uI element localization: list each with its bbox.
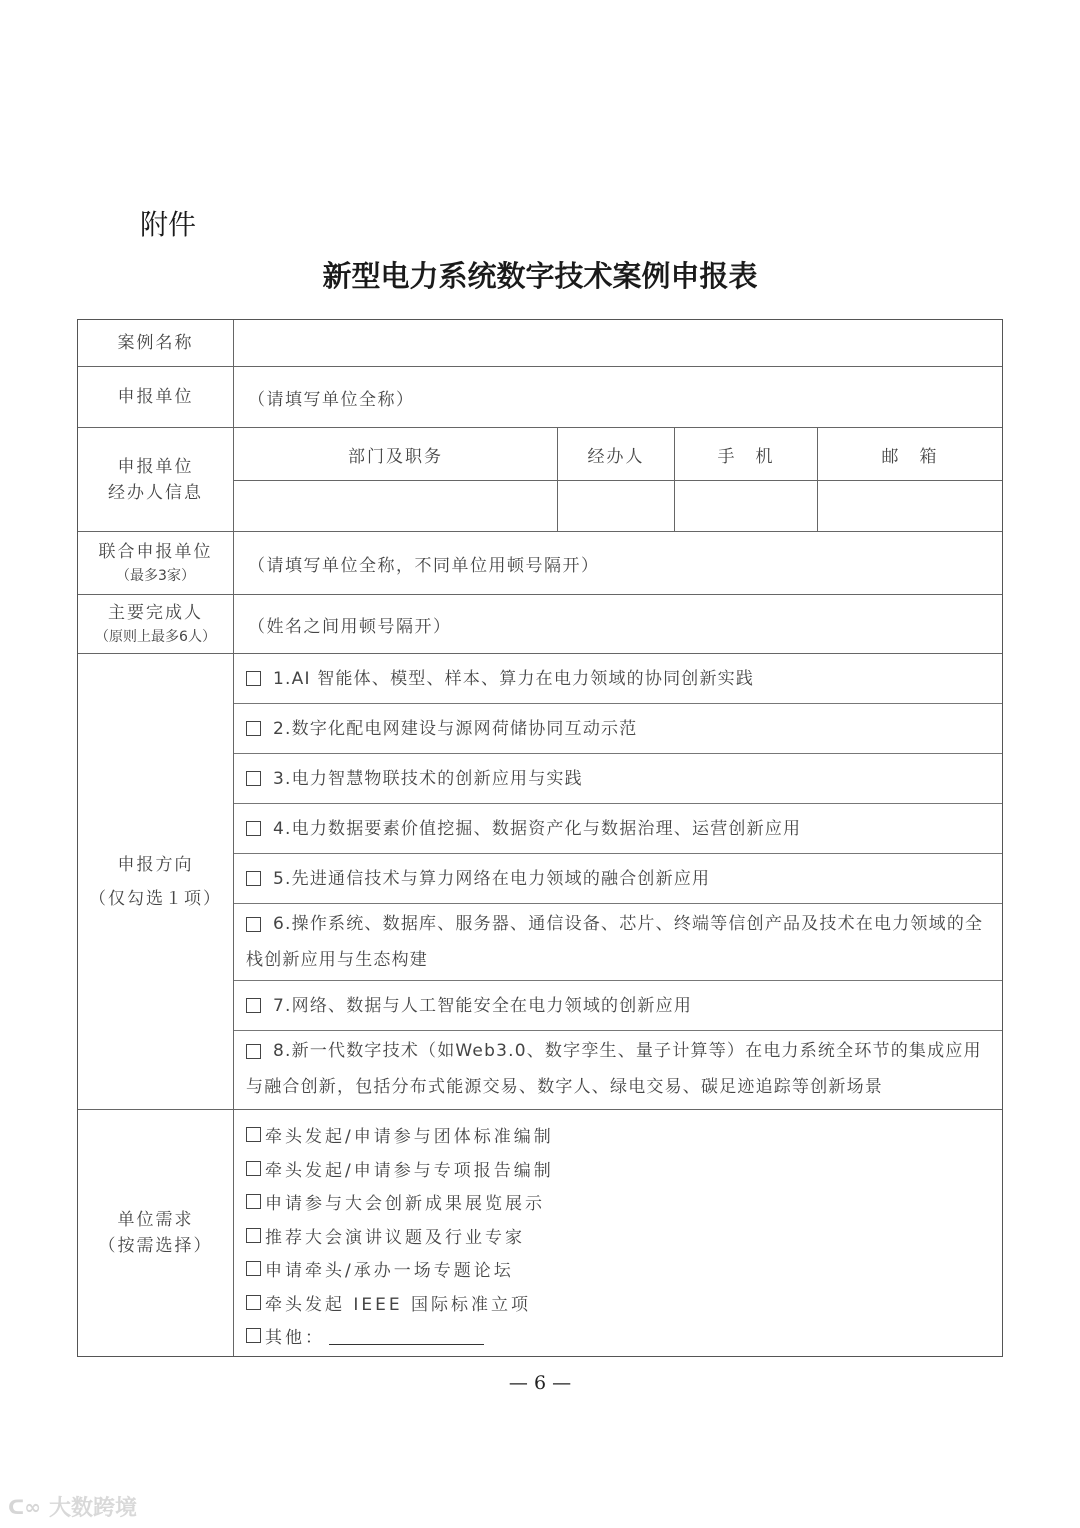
direction-sublabel: （仅勾选１项） xyxy=(89,888,222,909)
main-contributors-label-text: 主要完成人 xyxy=(108,603,203,623)
checkbox-icon[interactable] xyxy=(246,821,261,836)
direction-option-3[interactable] xyxy=(234,754,1002,804)
need-option-text: 申请参与大会创新成果展览展示 xyxy=(265,1194,545,1215)
applicant-unit-field[interactable]: （请填写单位全称） xyxy=(248,389,415,410)
direction-option-text: 8.新一代数字技术（如Web3.0、数字孪生、量子计算等）在电力系统全环节的集成应用与融合创新，包括分布式能源交易、数字人、绿电交易、碳足迹追踪等创新场景 xyxy=(246,1041,982,1097)
application-form xyxy=(77,319,1003,1357)
row-case-name xyxy=(78,320,1002,367)
need-option-text: 申请牵头/承办一场专题论坛 xyxy=(265,1261,514,1282)
need-option-5[interactable] xyxy=(246,1252,1002,1286)
need-option-3[interactable] xyxy=(246,1185,1002,1219)
joint-units-sublabel: （最多3家） xyxy=(116,568,195,584)
direction-option-text: 1.AI 智能体、模型、样本、算力在电力领域的协同创新实践 xyxy=(273,668,755,689)
row-contact-info xyxy=(78,428,1002,532)
need-option-2[interactable] xyxy=(246,1152,1002,1186)
header-handler: 经办人 xyxy=(558,428,675,480)
checkbox-icon[interactable] xyxy=(246,1261,261,1276)
handler-field[interactable] xyxy=(558,481,675,531)
department-field[interactable] xyxy=(234,481,558,531)
checkbox-icon[interactable] xyxy=(246,1328,261,1343)
case-name-label xyxy=(78,320,234,366)
direction-option-6[interactable] xyxy=(234,904,1002,981)
direction-option-text: 6.操作系统、数据库、服务器、通信设备、芯片、终端等信创产品及技术在电力领域的全栈创新应用与生态构建 xyxy=(246,914,984,970)
applicant-unit-label xyxy=(78,367,234,427)
case-name-field[interactable] xyxy=(234,320,1002,366)
contact-header-row xyxy=(234,428,1002,481)
row-main-contributors xyxy=(78,595,1002,654)
need-option-text: 其他： xyxy=(265,1328,325,1349)
contact-label-line1: 申报单位 xyxy=(117,456,194,477)
page-number: — 6 — xyxy=(508,1372,572,1394)
direction-option-8[interactable] xyxy=(234,1031,1002,1109)
direction-option-7[interactable] xyxy=(234,981,1002,1031)
row-applicant-unit xyxy=(78,367,1002,428)
checkbox-icon[interactable] xyxy=(246,1295,261,1310)
attachment-label: 附件 xyxy=(140,208,197,241)
joint-units-field[interactable]: （请填写单位全称，不同单位用顿号隔开） xyxy=(248,555,600,576)
needs-options xyxy=(234,1110,1002,1356)
phone-field[interactable] xyxy=(675,481,818,531)
watermark-logo-icon: ᑕ∞ xyxy=(8,1494,41,1519)
applicant-unit-label-text: 申报单位 xyxy=(117,387,194,407)
form-title: 新型电力系统数字技术案例申报表 xyxy=(322,259,758,293)
direction-label-text: 申报方向 xyxy=(117,854,194,875)
main-contributors-label xyxy=(78,595,234,653)
direction-option-5[interactable] xyxy=(234,854,1002,904)
checkbox-icon[interactable] xyxy=(246,1044,261,1059)
other-input-line[interactable] xyxy=(329,1326,484,1345)
row-needs xyxy=(78,1110,1002,1356)
watermark-text: 大数跨境 xyxy=(48,1496,137,1521)
checkbox-icon[interactable] xyxy=(246,721,261,736)
checkbox-icon[interactable] xyxy=(246,1228,261,1243)
checkbox-icon[interactable] xyxy=(246,1161,261,1176)
contact-info-label xyxy=(78,428,234,531)
main-contributors-sublabel: （原则上最多6人） xyxy=(95,629,216,645)
row-direction xyxy=(78,654,1002,1110)
need-option-text: 牵头发起 IEEE 国际标准立项 xyxy=(265,1294,532,1315)
contact-table xyxy=(234,428,1002,531)
email-field[interactable] xyxy=(818,481,1002,531)
joint-units-label xyxy=(78,532,234,594)
direction-option-2[interactable] xyxy=(234,704,1002,754)
needs-label-text: 单位需求 xyxy=(117,1210,194,1230)
checkbox-icon[interactable] xyxy=(246,1127,261,1142)
case-name-label-text: 案例名称 xyxy=(117,333,194,353)
direction-option-text: 2.数字化配电网建设与源网荷储协同互动示范 xyxy=(273,718,638,739)
direction-option-text: 7.网络、数据与人工智能安全在电力领域的创新应用 xyxy=(273,995,693,1016)
direction-option-text: 5.先进通信技术与算力网络在电力领域的融合创新应用 xyxy=(273,868,711,889)
contact-label-line2: 经办人信息 xyxy=(108,482,203,503)
contact-value-row xyxy=(234,481,1002,531)
direction-option-4[interactable] xyxy=(234,804,1002,854)
header-department: 部门及职务 xyxy=(234,428,558,480)
needs-label xyxy=(78,1110,234,1356)
direction-label xyxy=(78,654,234,1109)
need-option-other[interactable] xyxy=(246,1319,1002,1353)
header-email: 邮 箱 xyxy=(881,446,939,467)
need-option-1[interactable] xyxy=(246,1118,1002,1152)
checkbox-icon[interactable] xyxy=(246,871,261,886)
row-joint-units xyxy=(78,532,1002,595)
need-option-4[interactable] xyxy=(246,1219,1002,1253)
direction-options xyxy=(234,654,1002,1109)
need-option-text: 牵头发起/申请参与团体标准编制 xyxy=(265,1127,554,1148)
need-option-6[interactable] xyxy=(246,1286,1002,1320)
checkbox-icon[interactable] xyxy=(246,671,261,686)
checkbox-icon[interactable] xyxy=(246,917,261,932)
checkbox-icon[interactable] xyxy=(246,1194,261,1209)
direction-option-1[interactable] xyxy=(234,654,1002,704)
need-option-text: 牵头发起/申请参与专项报告编制 xyxy=(265,1160,554,1181)
main-contributors-field[interactable]: （姓名之间用顿号隔开） xyxy=(248,616,452,637)
header-phone: 手 机 xyxy=(675,428,818,480)
needs-sublabel: （按需选择） xyxy=(98,1236,213,1256)
checkbox-icon[interactable] xyxy=(246,998,261,1013)
direction-option-text: 4.电力数据要素价值挖掘、数据资产化与数据治理、运营创新应用 xyxy=(273,818,802,839)
joint-units-label-text: 联合申报单位 xyxy=(98,542,213,562)
checkbox-icon[interactable] xyxy=(246,771,261,786)
direction-option-text: 3.电力智慧物联技术的创新应用与实践 xyxy=(273,768,583,789)
need-option-text: 推荐大会演讲议题及行业专家 xyxy=(265,1227,525,1248)
watermark xyxy=(8,1491,137,1522)
